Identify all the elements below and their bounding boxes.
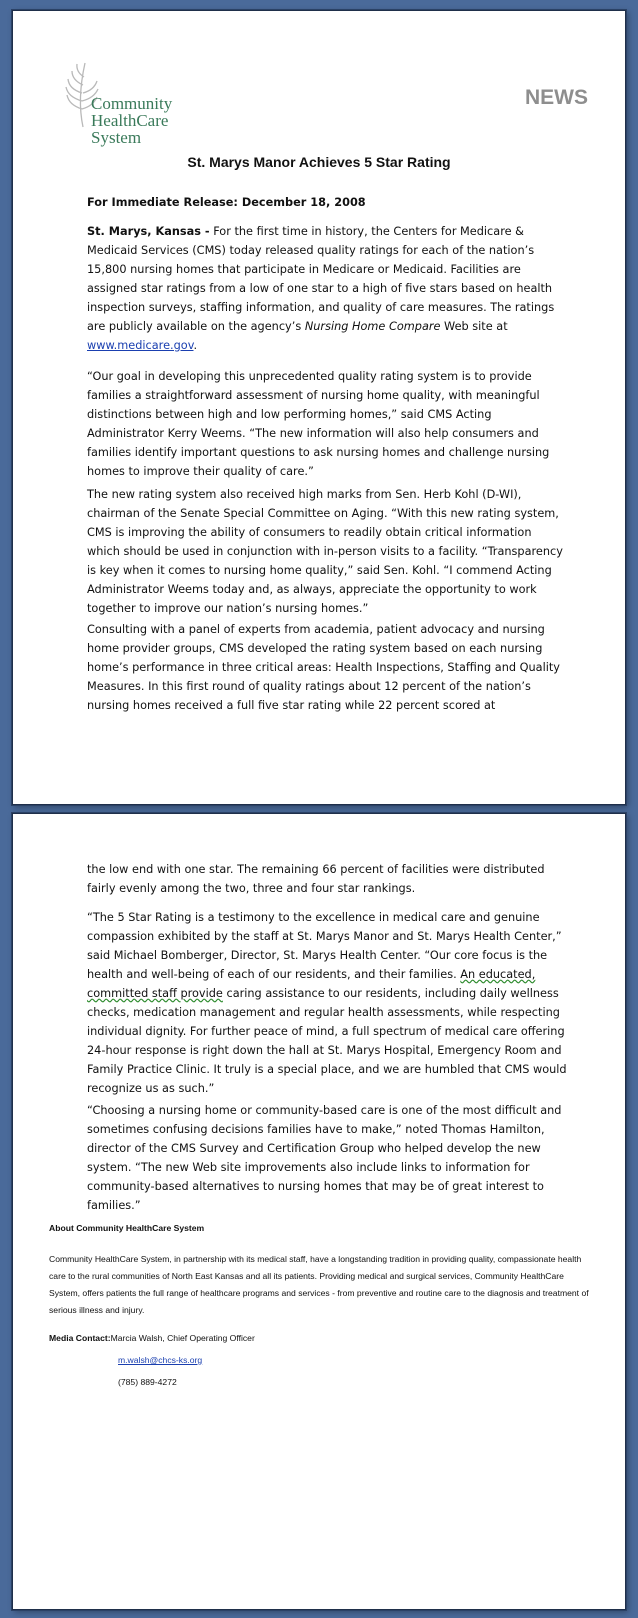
media-contact [49,1330,594,1347]
contact-email-link[interactable]: m.walsh@chcs-ks.org [118,1355,203,1365]
paragraph-1-text-a: For the first time in history, the Centers for Medicare & Medicaid Services (CMS) today released quality ratings for each of the nation’s 15,800 nursing homes that participate in Medicare or Medicaid. Facilities are assigned star ratings from a low of one star to a high of five stars based on health inspection surveys, staffing information, and quality of care measures. The ratings are publicly available on the agency’s [87,225,555,333]
media-contact-label: Media Contact: [49,1333,111,1343]
paragraph-1-text-b: Web site at [440,320,508,333]
paragraph-2: “Our goal in developing this unprecedented quality rating system is to provide families a straightforward assessment of nursing home quality, with meaningful distinctions between high and low performing homes,” said CMS Acting Administrator Kerry Weems. “The new information will also help consumers and families identify important questions to ask nursing homes and challenge nursing homes to improve their quality of care.” [87,370,550,478]
logo-line-3: System [91,128,142,147]
grammar-flagged-text: An educated, committed staff provide [87,968,536,1000]
logo-line-1: Community [91,94,173,113]
about-title: About Community HealthCare System [49,1223,205,1233]
release-date: For Immediate Release: December 18, 2008 [87,196,366,209]
document-page-1 [12,10,626,805]
document-page-2 [12,813,626,1610]
paragraph-1 [87,222,567,355]
paragraph-3: The new rating system also received high marks from Sen. Herb Kohl (D-WI), chairman of the Senate Special Committee on Aging. “With this new rating system, CMS is improving the ability of consumers to readily obtain critical information which should be used in conjunction with in-person visits to a facility. “Transparency is key when it comes to nursing home quality,” said Sen. Kohl. “I commend Acting Administrator Weems today and, as always, appreciate the opportunity to work together to improve our nation’s nursing homes.” [87,488,563,615]
company-logo [63,59,183,151]
paragraph-6 [87,908,567,1098]
paragraph-4: Consulting with a panel of experts from academia, patient advocacy and nursing home provider groups, CMS developed the rating system based on each nursing home’s performance in three critical areas: Health Inspections, Staffing and Quality Measures. In this first round of quality ratings about 12 percent of the nation’s nursing homes received a full five star rating while 22 percent scored at [87,623,560,712]
contact-phone: (785) 889-4272 [118,1377,177,1387]
paragraph-6-text-a: “The 5 Star Rating is a testimony to the excellence in medical care and genuine compassion exhibited by the staff at St. Marys Manor and St. Marys Health Center,” said Michael Bomberger, Director, St. Marys Health Center. “Our core focus is the health and well-being of each of our residents, and their families. [87,911,562,981]
paragraph-7: “Choosing a nursing home or community-based care is one of the most difficult and sometimes confusing decisions families have to make,” noted Thomas Hamilton, director of the CMS Survey and Certification Group who helped develop the new system. “The new Web site improvements also include links to information for community-based alternatives to nursing homes that may be of great interest to families.” [87,1104,562,1212]
paragraph-1-text-c: . [193,339,198,352]
medicare-link[interactable]: www.medicare.gov [87,339,194,352]
paragraph-6-text-b: caring assistance to our residents, including daily wellness checks, medication management and regular health assessments, while respecting individual dignity. For further peace of mind, a full spectrum of medical care offering 24-hour response is right down the hall at St. Marys Hospital, Emergency Room and Family Practice Clinic. It truly is a special place, and we are humbled that CMS would recognize us as such.” [87,987,567,1095]
paragraph-5: the low end with one star. The remaining 66 percent of facilities were distributed fairly evenly among the two, three and four star rankings. [87,863,545,895]
news-label: NEWS [525,86,588,109]
media-contact-name: Marcia Walsh, Chief Operating Officer [110,1333,255,1343]
page-title: St. Marys Manor Achieves 5 Star Rating [187,154,451,170]
paragraph-1-italic: Nursing Home Compare [304,320,441,333]
logo-line-2: HealthCare [91,111,169,130]
dateline: St. Marys, Kansas - [87,225,210,238]
about-body: Community HealthCare System, in partnership with its medical staff, have a longstanding tradition in providing quality, compassionate health care to the rural communities of North East Kansas and all its patients. Providing medical and surgical services, Community HealthCare System, offers patients the full range of healthcare programs and services - from preventive and routine care to the diagnosis and treatment of serious illness and injury. [49,1254,589,1315]
